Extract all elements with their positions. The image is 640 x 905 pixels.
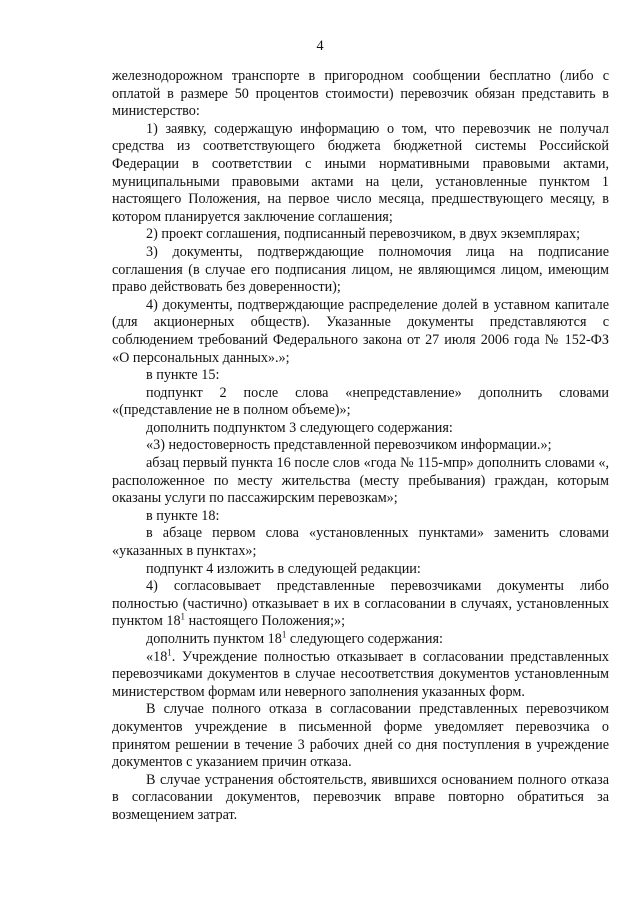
superscript: 1 bbox=[180, 611, 186, 622]
paragraph-subpoint-4-intro: подпункт 4 изложить в следующей редакции: bbox=[146, 560, 421, 577]
paragraph-item-2: 2) проект соглашения, подписанный перевозчиком, в двух экземплярах; bbox=[146, 226, 581, 243]
paragraph-add-point-18-1: дополнить пунктом $18^1$ следующего содержания: bbox=[146, 629, 443, 647]
paragraph-add-subpoint-3: дополнить подпунктом 3 следующего содержания: bbox=[146, 419, 453, 436]
paragraph-point-18-1-text: «$18^1$. Учреждение полностью отказывает в согласовании представленных перевозчиками документов в случае несоответствия документов установленным министерством формам или неверного заполнения указанных форм. bbox=[112, 646, 609, 700]
superscript: 1 bbox=[281, 629, 287, 640]
paragraph-point-15: в пункте 15: bbox=[146, 367, 220, 384]
paragraph-subpoint-3-text: «3) недостоверность представленной перевозчиком информации.»; bbox=[146, 437, 552, 454]
paragraph-point-18-replace: в абзаце первом слова «установленных пунктами» заменить словами «указанных в пунктах»; bbox=[112, 525, 609, 560]
superscript: 1 bbox=[167, 646, 172, 657]
paragraph-full-refusal: В случае полного отказа в согласовании представленных перевозчиком документов учреждение в письменной форме уведомляет перевозчика о принятом решении в течение 3 рабочих дней со дня поступления в учреждение документов с указанием причин отказа. bbox=[112, 701, 609, 771]
paragraph-point-16: абзац первый пункта 16 после слов «года № 115-мпр» дополнить словами «, расположенное по месту жительства (месту пребывания) граждан, которым оказаны услуги по пассажирским перевозкам»; bbox=[112, 455, 609, 507]
page-number: 4 bbox=[316, 38, 324, 54]
paragraph-intro: железнодорожном транспорте в пригородном сообщении бесплатно (либо с оплатой в размере 50 процентов стоимости) перевозчик обязан представить в министерство: bbox=[112, 68, 609, 120]
document-body bbox=[112, 68, 609, 825]
paragraph-point-18: в пункте 18: bbox=[146, 507, 220, 524]
paragraph-subpoint-2: подпункт 2 после слова «непредставление» дополнить словами «(представление не в полном объеме)»; bbox=[112, 384, 609, 419]
paragraph-subpoint-4-text: 4) согласовывает представленные перевозчиками документы либо полностью (частично) отказывает в их в согласовании в случаях, установленных пунктом $18^1$ настоящего Положения;»; bbox=[112, 578, 609, 630]
paragraph-item-3: 3) документы, подтверждающие полномочия лица на подписание соглашения (в случае его подписания лицом, не являющимся лицом, имеющим право действовать без доверенности); bbox=[112, 243, 609, 296]
paragraph-item-1: 1) заявку, содержащую информацию о том, что перевозчик не получал средства из соответствующего бюджета бюджетной системы Российской Федерации в соответствии с иными нормативными правовыми актами, муниципальными правовыми актами на цели, установленные пунктом 1 настоящего Положения, на первое число месяца, предшествующего месяцу, в котором планируется заключение соглашения; bbox=[112, 120, 609, 225]
paragraph-resubmission: В случае устранения обстоятельств, явившихся основанием полного отказа в согласовании документов, перевозчик вправе повторно обратиться за возмещением затрат. bbox=[112, 771, 609, 823]
paragraph-item-4: 4) документы, подтверждающие распределение долей в уставном капитале (для акционерных обществ). Указанные документы представляются с соблюдением требований Федерального закона от 27 июля 2006 года № 152-ФЗ «О персональных данных».»; bbox=[112, 296, 609, 366]
